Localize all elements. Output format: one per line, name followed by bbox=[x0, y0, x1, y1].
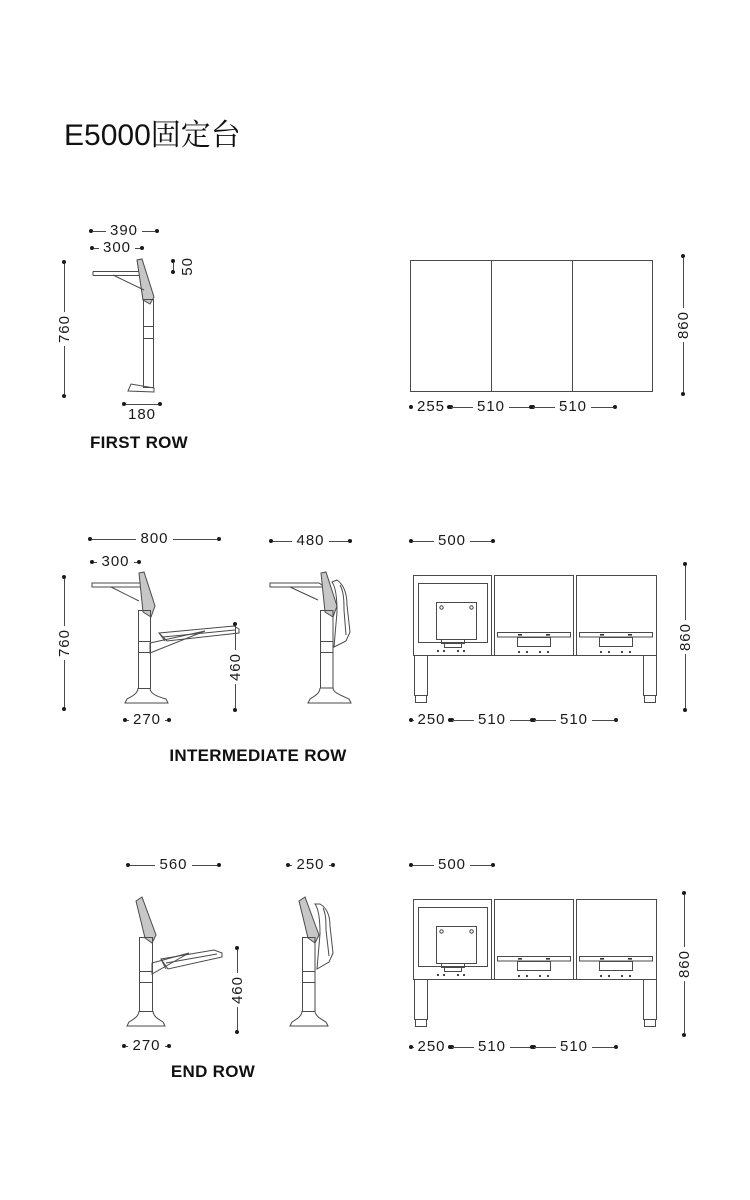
dim-line bbox=[534, 720, 556, 721]
dim-line bbox=[534, 1047, 556, 1048]
dim-line bbox=[470, 541, 491, 542]
dim-int-front-height bbox=[677, 562, 693, 712]
dim-line bbox=[413, 865, 434, 866]
dim-line bbox=[510, 720, 532, 721]
dim-end-folded-depth bbox=[286, 857, 335, 873]
dim-line bbox=[237, 950, 238, 973]
dim-line bbox=[64, 579, 65, 626]
dim-line bbox=[64, 346, 65, 394]
dim-first-height bbox=[56, 260, 72, 398]
dim-value: 860 bbox=[675, 949, 693, 979]
first-row-front-view-drawing bbox=[408, 258, 658, 395]
dim-dot bbox=[158, 402, 162, 406]
dim-dot bbox=[167, 718, 171, 722]
dim-first-desk-depth bbox=[90, 240, 144, 256]
dim-dot bbox=[140, 246, 144, 250]
intermediate-row-side-view-open-drawing bbox=[55, 560, 245, 710]
dim-dot bbox=[235, 1030, 239, 1034]
dim-int-height bbox=[56, 575, 72, 711]
dim-int-foot-depth bbox=[123, 712, 171, 728]
dim-value: 480 bbox=[296, 532, 325, 549]
dim-int-front-w3 bbox=[530, 712, 618, 728]
dim-value: 760 bbox=[55, 628, 73, 658]
dim-value: 760 bbox=[55, 314, 73, 344]
dim-value: 250 bbox=[417, 711, 446, 728]
dim-value: 510 bbox=[476, 398, 506, 415]
dim-end-seat-height bbox=[229, 946, 245, 1034]
dim-line bbox=[126, 404, 158, 405]
dim-int-folded-depth bbox=[269, 533, 352, 549]
dim-line bbox=[684, 895, 685, 947]
dim-dot bbox=[683, 708, 687, 712]
first-row-label: FIRST ROW bbox=[89, 433, 189, 452]
dim-line bbox=[683, 342, 684, 392]
dim-int-seat-width bbox=[409, 533, 495, 549]
dim-line bbox=[237, 1007, 238, 1030]
dim-line bbox=[592, 1047, 614, 1048]
dim-end-front-w3 bbox=[530, 1039, 618, 1055]
dim-dot bbox=[137, 560, 141, 564]
dim-line bbox=[451, 407, 473, 408]
dim-dot bbox=[681, 392, 685, 396]
dim-value: 300 bbox=[102, 239, 132, 256]
dim-value: 180 bbox=[127, 406, 157, 423]
dim-line bbox=[93, 231, 106, 232]
dim-int-front-w2 bbox=[448, 712, 536, 728]
dim-value: 860 bbox=[676, 622, 694, 652]
dim-line bbox=[683, 258, 684, 308]
dim-value: 510 bbox=[477, 711, 507, 728]
dim-int-total-depth bbox=[88, 531, 221, 547]
dim-line bbox=[235, 626, 236, 650]
dim-value: 510 bbox=[477, 1038, 507, 1055]
dim-dot bbox=[62, 394, 66, 398]
dim-line bbox=[684, 981, 685, 1033]
dim-line bbox=[192, 865, 217, 866]
dim-value: 250 bbox=[417, 1038, 446, 1055]
dim-value: 460 bbox=[228, 975, 246, 1005]
dim-dot bbox=[491, 539, 495, 543]
dim-value: 270 bbox=[132, 1037, 161, 1054]
dim-dot bbox=[614, 1045, 618, 1049]
end-row-side-view-folded-drawing bbox=[275, 880, 365, 1050]
dim-value: 510 bbox=[558, 398, 588, 415]
dim-first-screen-above-desk bbox=[171, 248, 196, 284]
dim-value: 460 bbox=[226, 652, 244, 682]
dim-dot bbox=[682, 1033, 686, 1037]
dim-end-front-w2 bbox=[448, 1039, 536, 1055]
dim-line bbox=[685, 566, 686, 620]
dim-line bbox=[173, 539, 217, 540]
dim-value: 50 bbox=[179, 256, 196, 276]
dim-dot bbox=[613, 405, 617, 409]
dim-line bbox=[130, 865, 155, 866]
dim-dot bbox=[62, 707, 66, 711]
dim-value: 560 bbox=[159, 856, 188, 873]
dim-line bbox=[413, 541, 434, 542]
dim-line bbox=[92, 539, 136, 540]
dim-first-top-width bbox=[89, 223, 159, 239]
end-row-front-view-drawing bbox=[405, 889, 665, 1034]
intermediate-row-label: INTERMEDIATE ROW bbox=[169, 746, 347, 765]
dim-line bbox=[510, 1047, 532, 1048]
dim-dot bbox=[491, 863, 495, 867]
dim-dot bbox=[348, 539, 352, 543]
dim-value: 510 bbox=[559, 1038, 589, 1055]
dim-line bbox=[64, 660, 65, 707]
dim-first-front-w2 bbox=[447, 399, 535, 415]
dim-line bbox=[171, 259, 175, 274]
dim-value: 800 bbox=[140, 530, 169, 547]
dim-dot bbox=[217, 863, 221, 867]
dim-dot bbox=[233, 708, 237, 712]
dim-dot bbox=[167, 1044, 171, 1048]
dim-int-desk-depth bbox=[90, 554, 141, 570]
dim-line bbox=[470, 865, 491, 866]
dim-value: 500 bbox=[437, 532, 467, 549]
dim-end-seat-width bbox=[409, 857, 495, 873]
dim-dot bbox=[171, 270, 175, 274]
dim-dot bbox=[614, 718, 618, 722]
dim-line bbox=[591, 407, 613, 408]
dim-line bbox=[173, 263, 174, 270]
dim-value: 255 bbox=[417, 398, 446, 415]
dim-line bbox=[509, 407, 531, 408]
dim-line bbox=[273, 541, 292, 542]
dim-value: 500 bbox=[437, 856, 467, 873]
dim-dot bbox=[217, 537, 221, 541]
dim-line bbox=[685, 654, 686, 708]
dim-end-foot-depth bbox=[122, 1038, 171, 1054]
dim-value: 860 bbox=[674, 310, 692, 340]
dim-first-front-w3 bbox=[529, 399, 617, 415]
dim-line bbox=[142, 231, 155, 232]
intermediate-row-side-view-folded-drawing bbox=[255, 560, 365, 710]
dim-line bbox=[533, 407, 555, 408]
dim-line bbox=[592, 720, 614, 721]
end-row-label: END ROW bbox=[170, 1062, 256, 1081]
dim-value: 510 bbox=[559, 711, 589, 728]
dim-first-front-height bbox=[675, 254, 691, 396]
dim-value: 300 bbox=[101, 553, 130, 570]
dim-end-total-depth bbox=[126, 857, 221, 873]
dim-line bbox=[329, 541, 348, 542]
dim-value: 250 bbox=[296, 856, 325, 873]
page-title: E5000固定台 bbox=[64, 119, 241, 152]
dim-int-seat-height bbox=[227, 622, 243, 712]
dim-end-front-height bbox=[676, 891, 692, 1037]
dim-line bbox=[452, 1047, 474, 1048]
dim-dot bbox=[155, 229, 159, 233]
dim-line bbox=[64, 264, 65, 312]
dim-dot bbox=[331, 863, 335, 867]
dim-first-foot-depth bbox=[122, 401, 162, 423]
dim-value: 270 bbox=[132, 711, 162, 728]
intermediate-row-front-view-drawing bbox=[405, 565, 665, 710]
dim-value: 390 bbox=[109, 222, 139, 239]
dim-line bbox=[235, 684, 236, 708]
dim-line bbox=[452, 720, 474, 721]
